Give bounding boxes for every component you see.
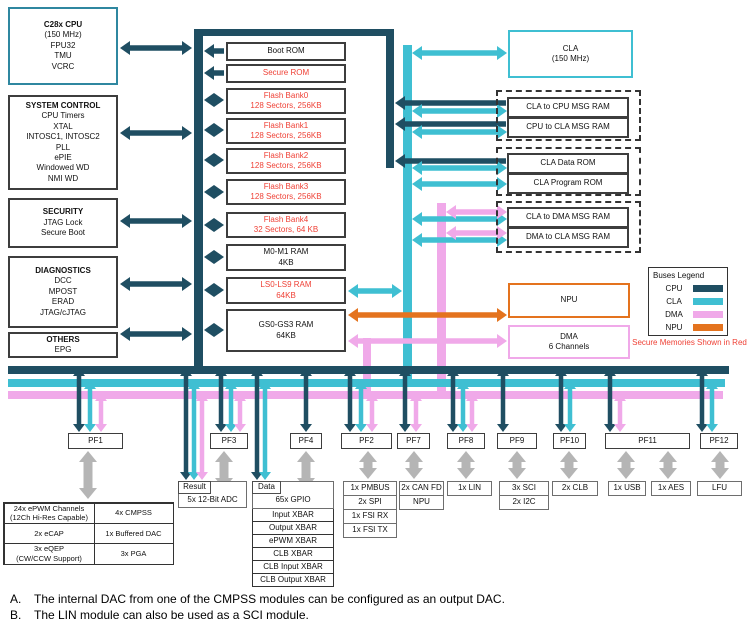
- flash-bank1-box: Flash Bank1 128 Sectors, 256KB: [226, 118, 346, 144]
- bus-segment: [706, 424, 718, 432]
- bus-segment: [196, 472, 208, 480]
- bus-segment: [412, 104, 422, 118]
- ls-ram-box: LS0-LS9 RAM 64KB: [226, 277, 346, 304]
- bus-segment: [497, 334, 507, 348]
- pf3-box: PF3: [210, 433, 248, 449]
- secure-rom-box: Secure ROM: [226, 64, 346, 83]
- bus-segment: [700, 376, 705, 424]
- security-box: SECURITY JTAG Lock Secure Boot: [8, 198, 118, 248]
- bus-segment: [422, 50, 497, 56]
- bus-segment: [204, 185, 214, 199]
- pmbus-box: 1x PMBUS: [343, 481, 397, 496]
- legend-row-cpu: CPU: [653, 284, 723, 293]
- eqep-cell: 3x eQEP (CW/CCW Support): [4, 543, 95, 564]
- bus-segment: [412, 177, 422, 191]
- bus-segment: [95, 424, 107, 432]
- bus-segment: [99, 401, 104, 424]
- bus-segment: [710, 389, 715, 424]
- bus-segment: [451, 376, 456, 424]
- bus-segment: [204, 250, 214, 264]
- ecap-cell: 2x eCAP: [4, 523, 95, 544]
- bus-segment: [622, 462, 631, 468]
- bus-segment: [79, 488, 97, 499]
- cpu-box: C28x CPU (150 MHz) FPU32 TMU VCRC: [8, 7, 118, 85]
- bus-segment: [422, 181, 497, 187]
- bus-segment: [348, 334, 358, 348]
- bus-segment: [497, 424, 509, 432]
- npu-peripheral-box: NPU: [399, 495, 444, 510]
- bus-segment: [560, 451, 578, 462]
- bus-segment: [130, 130, 182, 136]
- dma-box: DMA 6 Channels: [508, 325, 630, 359]
- bus-segment: [120, 277, 130, 291]
- buffered-dac-cell: 1x Buffered DAC: [94, 523, 174, 544]
- cla-bus-swatch: [693, 298, 723, 305]
- bus-segment: [659, 451, 677, 462]
- bus-segment: [182, 327, 192, 341]
- bus-segment: [220, 462, 229, 478]
- bus-segment: [204, 153, 214, 167]
- bus-segment: [215, 424, 227, 432]
- adc-box: 5x 12-Bit ADC: [178, 481, 247, 508]
- flash-bank3-box: Flash Bank3 128 Sectors, 256KB: [226, 179, 346, 205]
- bus-segment: [414, 401, 419, 424]
- flash-bank2-box: Flash Bank2 128 Sectors, 256KB: [226, 148, 346, 174]
- lin-box: 1x LIN: [447, 481, 492, 496]
- bus-segment: [238, 401, 243, 424]
- bus-segment: [8, 366, 729, 374]
- bus-segment: [410, 462, 419, 468]
- bus-segment: [130, 45, 182, 51]
- epwm-analog-table: [3, 502, 174, 565]
- bus-segment: [604, 424, 616, 432]
- bus-segment: [204, 66, 214, 80]
- bus-segment: [263, 389, 268, 472]
- bus-segment: [501, 376, 506, 424]
- bus-segment: [403, 45, 412, 387]
- bus-segment: [192, 389, 197, 472]
- bus-segment: [392, 284, 402, 298]
- bus-segment: [344, 424, 356, 432]
- bus-segment: [204, 44, 214, 58]
- bus-segment: [214, 218, 224, 232]
- pf11-box: PF11: [605, 433, 690, 449]
- dma-bus-swatch: [693, 311, 723, 318]
- bus-segment: [560, 468, 578, 479]
- bus-segment: [182, 41, 192, 55]
- clb-xbar-box: CLB XBAR: [252, 547, 334, 561]
- bus-segment: [130, 281, 182, 287]
- bus-segment: [204, 123, 214, 137]
- bus-segment: [466, 424, 478, 432]
- npu-bus-swatch: [693, 324, 723, 331]
- bus-segment: [497, 46, 507, 60]
- bus-segment: [405, 468, 423, 479]
- bus-segment: [130, 218, 182, 224]
- bus-segment: [422, 129, 497, 135]
- bus-segment: [348, 284, 358, 298]
- bus-segment: [410, 424, 422, 432]
- bus-segment: [364, 462, 373, 468]
- bus-segment: [194, 29, 394, 36]
- gs-ram-box: GS0-GS3 RAM 64KB: [226, 309, 346, 352]
- bus-segment: [8, 391, 723, 399]
- bus-segment: [370, 401, 375, 424]
- lfu-box: LFU: [697, 481, 742, 496]
- bus-segment: [200, 401, 205, 472]
- sci-box: 3x SCI: [499, 481, 549, 496]
- bus-segment: [120, 327, 130, 341]
- bus-segment: [120, 126, 130, 140]
- bus-segment: [456, 230, 497, 236]
- pf10-box: PF10: [553, 433, 586, 449]
- bus-segment: [204, 93, 214, 107]
- bus-segment: [214, 93, 224, 107]
- bus-segment: [84, 424, 96, 432]
- cla-program-rom-box: CLA Program ROM: [507, 173, 629, 194]
- bus-segment: [618, 401, 623, 424]
- bus-segment: [8, 379, 725, 387]
- bus-segment: [711, 468, 729, 479]
- boot-rom-box: Boot ROM: [226, 42, 346, 61]
- clb-output-xbar-box: CLB Output XBAR: [252, 573, 334, 587]
- bus-segment: [508, 468, 526, 479]
- epwm-cell: 24x ePWM Channels (12Ch Hi-Res Capable): [4, 503, 95, 524]
- aes-box: 1x AES: [651, 481, 691, 496]
- bus-segment: [497, 308, 507, 322]
- m0-m1-ram-box: M0-M1 RAM 4KB: [226, 244, 346, 271]
- bus-segment: [513, 462, 522, 468]
- bus-segment: [214, 70, 224, 76]
- bus-segment: [617, 451, 635, 462]
- bus-segment: [422, 108, 497, 114]
- cla-data-rom-box: CLA Data ROM: [507, 153, 629, 174]
- bus-segment: [405, 451, 423, 462]
- bus-segment: [403, 376, 408, 424]
- bus-segment: [358, 312, 497, 318]
- bus-segment: [84, 462, 93, 488]
- usb-box: 1x USB: [608, 481, 646, 496]
- pf9-box: PF9: [497, 433, 537, 449]
- clb-box: 2x CLB: [552, 481, 598, 496]
- cla-to-dma-msg-ram-box: CLA to DMA MSG RAM: [507, 207, 629, 228]
- bus-segment: [457, 468, 475, 479]
- bus-segment: [219, 376, 224, 424]
- bus-segment: [259, 472, 271, 480]
- bus-segment: [412, 212, 422, 226]
- bus-segment: [214, 123, 224, 137]
- bus-segment: [422, 237, 497, 243]
- bus-segment: [422, 216, 497, 222]
- bus-segment: [470, 401, 475, 424]
- flash-bank0-box: Flash Bank0 128 Sectors, 256KB: [226, 88, 346, 114]
- bus-segment: [405, 100, 506, 106]
- bus-segment: [359, 389, 364, 424]
- bus-segment: [664, 462, 673, 468]
- bus-segment: [358, 338, 497, 344]
- bus-segment: [395, 117, 405, 131]
- bus-segment: [255, 376, 260, 472]
- legend-row-npu: NPU: [653, 323, 723, 332]
- bus-segment: [182, 126, 192, 140]
- others-box: OTHERS EPG: [8, 332, 118, 358]
- bus-segment: [182, 277, 192, 291]
- bus-segment: [395, 154, 405, 168]
- bus-segment: [120, 214, 130, 228]
- npu-box: NPU: [508, 283, 630, 318]
- bus-segment: [79, 451, 97, 462]
- bus-segment: [422, 165, 497, 171]
- bus-segment: [214, 323, 224, 337]
- epwm-xbar-box: ePWM XBAR: [252, 534, 334, 548]
- output-xbar-box: Output XBAR: [252, 521, 334, 535]
- bus-segment: [568, 389, 573, 424]
- bus-segment: [73, 424, 85, 432]
- pf1-box: PF1: [68, 433, 123, 449]
- bus-segment: [614, 424, 626, 432]
- pf4-box: PF4: [290, 433, 322, 449]
- bus-segment: [359, 451, 377, 462]
- cpu-bus-swatch: [693, 285, 723, 292]
- legend-row-cla: CLA: [653, 297, 723, 306]
- spi-box: 2x SPI: [343, 495, 397, 510]
- cmpss-cell: 4x CMPSS: [94, 503, 174, 524]
- bus-segment: [412, 233, 422, 247]
- pf12-box: PF12: [700, 433, 738, 449]
- bus-segment: [659, 468, 677, 479]
- bus-segment: [214, 185, 224, 199]
- bus-segment: [462, 462, 471, 468]
- can-fd-box: 2x CAN FD: [399, 481, 444, 496]
- cla-to-cpu-msg-ram-box: CLA to CPU MSG RAM: [507, 97, 629, 118]
- bus-segment: [711, 451, 729, 462]
- system-control-box: SYSTEM CONTROL CPU Timers XTAL INTOSC1, INTOSC2 PLL ePIE Windowed WD NMI WD: [8, 95, 118, 190]
- flash-bank4-box: Flash Bank4 32 Sectors, 64 KB: [226, 212, 346, 238]
- bus-segment: [302, 462, 311, 478]
- bus-segment: [457, 451, 475, 462]
- footnote-a: A. The internal DAC from one of the CMPSS modules can be configured as an output DAC.: [10, 592, 505, 606]
- dma-to-cla-msg-ram-box: DMA to CLA MSG RAM: [507, 227, 629, 248]
- bus-segment: [204, 218, 214, 232]
- buses-legend: [648, 267, 728, 336]
- bus-segment: [348, 308, 358, 322]
- pga-cell: 3x PGA: [94, 543, 174, 564]
- bus-segment: [300, 424, 312, 432]
- diagnostics-box: DIAGNOSTICS DCC MPOST ERAD JTAG/cJTAG: [8, 256, 118, 328]
- bus-segment: [461, 389, 466, 424]
- bus-segment: [348, 376, 353, 424]
- bus-segment: [88, 389, 93, 424]
- bus-segment: [559, 376, 564, 424]
- cla-box: CLA (150 MHz): [508, 30, 633, 78]
- bus-segment: [214, 48, 224, 54]
- pf8-box: PF8: [447, 433, 485, 449]
- bus-segment: [194, 29, 203, 374]
- bus-segment: [508, 451, 526, 462]
- bus-segment: [184, 376, 189, 472]
- bus-segment: [204, 323, 214, 337]
- bus-segment: [355, 424, 367, 432]
- bus-segment: [214, 250, 224, 264]
- fsi-tx-box: 1x FSI TX: [343, 523, 397, 538]
- bus-segment: [204, 283, 214, 297]
- bus-segment: [130, 331, 182, 337]
- fsi-rx-box: 1x FSI RX: [343, 509, 397, 524]
- pf7-box: PF7: [397, 433, 430, 449]
- bus-segment: [358, 288, 392, 294]
- bus-segment: [564, 424, 576, 432]
- bus-segment: [297, 451, 315, 462]
- bus-segment: [447, 424, 459, 432]
- bus-segment: [120, 41, 130, 55]
- bus-segment: [395, 96, 405, 110]
- legend-row-dma: DMA: [653, 310, 723, 319]
- bus-segment: [412, 125, 422, 139]
- bus-segment: [359, 468, 377, 479]
- bus-segment: [215, 451, 233, 462]
- bus-segment: [716, 462, 725, 468]
- bus-segment: [617, 468, 635, 479]
- adc-result-tab: Result: [178, 481, 211, 494]
- bus-segment: [456, 209, 497, 215]
- bus-segment: [214, 153, 224, 167]
- bus-segment: [399, 424, 411, 432]
- bus-segment: [182, 214, 192, 228]
- bus-segment: [608, 376, 613, 424]
- clb-input-xbar-box: CLB Input XBAR: [252, 560, 334, 574]
- gpio-box: 65x GPIO: [252, 481, 334, 509]
- bus-segment: [234, 424, 246, 432]
- bus-segment: [77, 376, 82, 424]
- bus-segment: [696, 424, 708, 432]
- i2c-box: 2x I2C: [499, 495, 549, 510]
- bus-segment: [405, 121, 506, 127]
- input-xbar-box: Input XBAR: [252, 508, 334, 522]
- pf2-box: PF2: [341, 433, 392, 449]
- secure-memories-note: Secure Memories Shown in Red: [632, 338, 747, 347]
- cpu-to-cla-msg-ram-box: CPU to CLA MSG RAM: [507, 117, 629, 138]
- bus-segment: [412, 46, 422, 60]
- gpio-data-tab: Data: [252, 481, 281, 494]
- bus-segment: [565, 462, 574, 468]
- bus-segment: [304, 376, 309, 424]
- bus-segment: [229, 389, 234, 424]
- footnote-b: B. The LIN module can also be used as a SCI module.: [10, 608, 309, 622]
- bus-segment: [386, 29, 394, 168]
- legend-title: Buses Legend: [653, 271, 705, 280]
- bus-segment: [366, 424, 378, 432]
- bus-segment: [214, 283, 224, 297]
